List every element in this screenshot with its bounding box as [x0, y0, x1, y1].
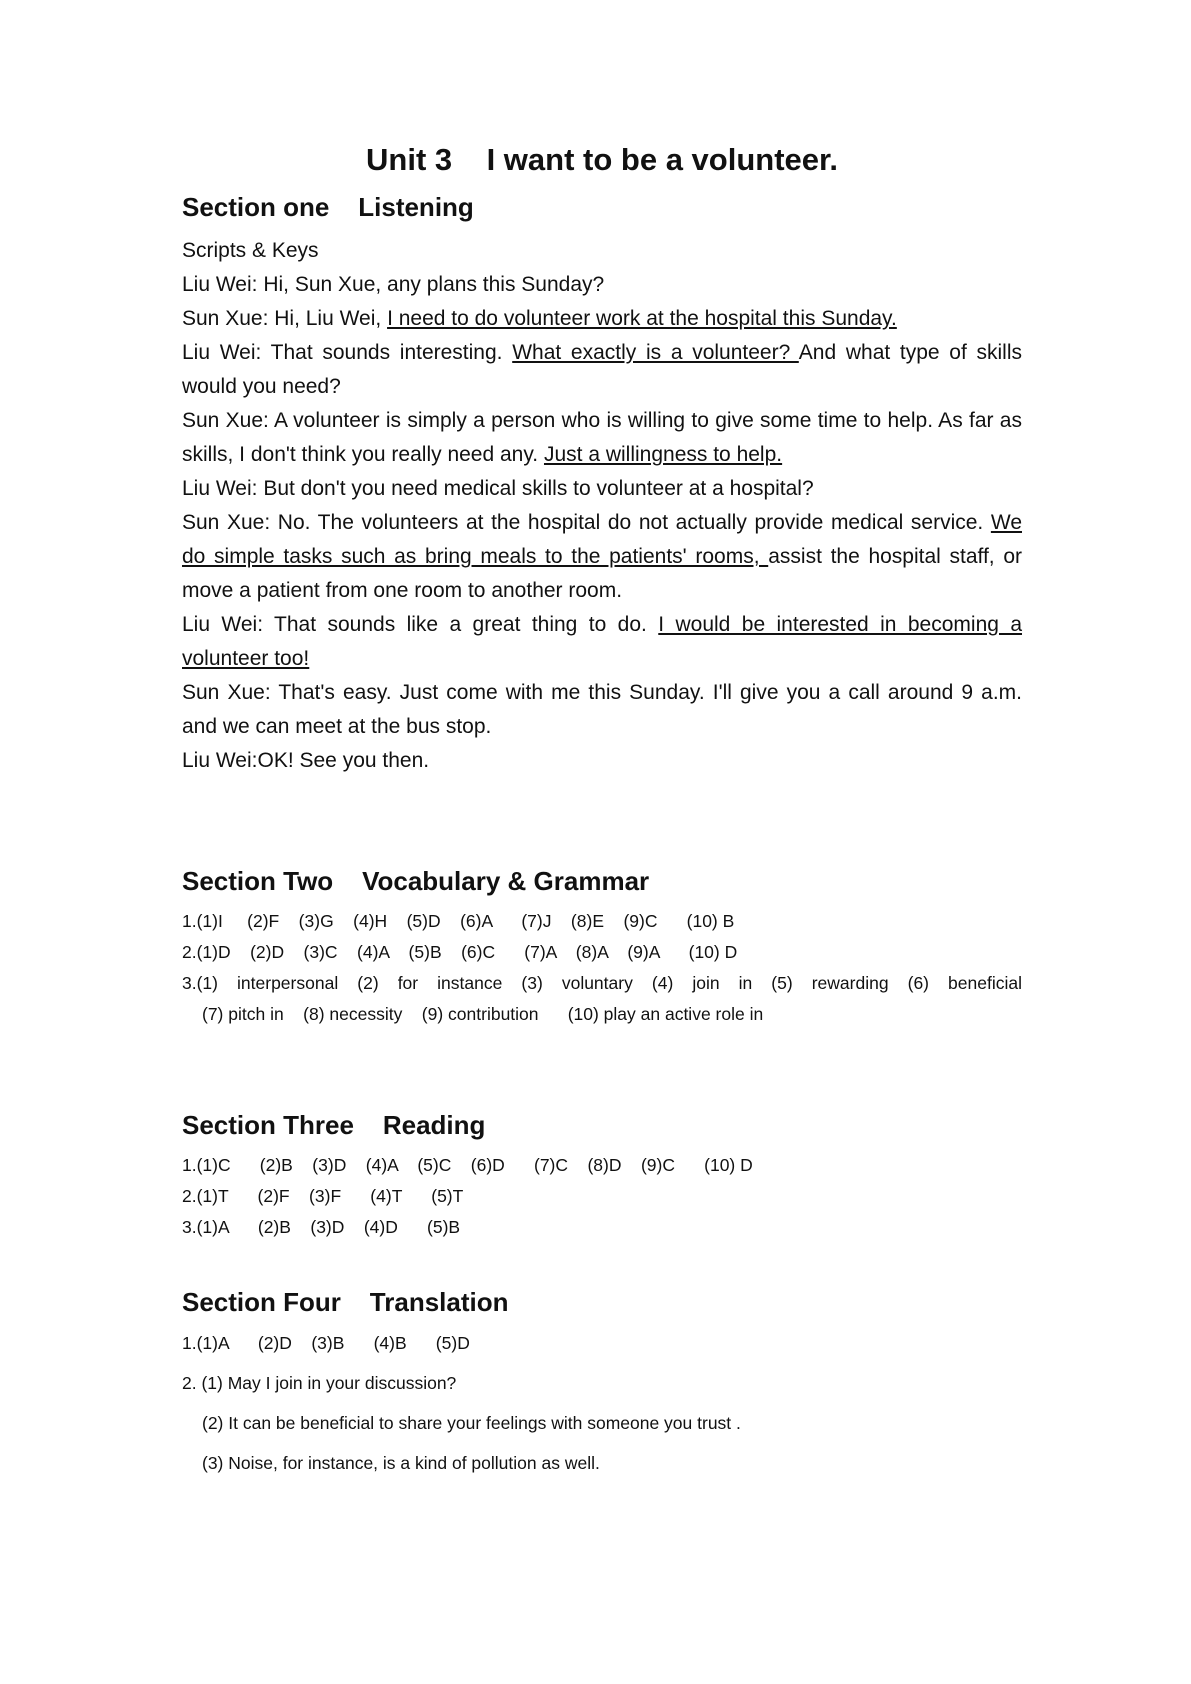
dialogue-line [182, 506, 1022, 608]
translation-keys [182, 1331, 1022, 1475]
answer-line: 2. (1) May I join in your discussion? [182, 1373, 457, 1393]
answer-line: 2.(1)D (2)D (3)C (4)A (5)B (6)C (7)A (8)A (9)A (10) D [182, 942, 738, 962]
underlined-key-phrase: What exactly is a volunteer? [512, 341, 799, 364]
dialogue-text: Sun Xue: Hi, Liu Wei, [182, 307, 388, 330]
answer-line: 2.(1)T (2)F (3)F (4)T (5)T [182, 1186, 464, 1206]
answer-line: 1.(1)C (2)B (3)D (4)A (5)C (6)D (7)C (8)D (9)C (10) D [182, 1155, 753, 1175]
answer-line: 1.(1)A (2)D (3)B (4)B (5)D [182, 1333, 470, 1353]
dialogue [182, 268, 1022, 778]
dialogue-line [182, 268, 1022, 302]
answer-line: (3) Noise, for instance, is a kind of pollution as well. [202, 1453, 600, 1473]
dialogue-line [182, 404, 1022, 472]
underlined-key-phrase: Just a willingness to help. [543, 443, 783, 466]
reading-keys [182, 1150, 1022, 1243]
underlined-key-phrase: I would be interested in becoming a volunteer too! [182, 613, 1022, 670]
dialogue-line [182, 608, 1022, 676]
dialogue-text: Liu Wei: That sounds interesting. [182, 341, 513, 364]
dialogue-text: Liu Wei: Hi, Sun Xue, any plans this Sunday? [182, 273, 605, 296]
dialogue-line [182, 336, 1022, 404]
dialogue-text: Liu Wei: That sounds like a great thing to do. [182, 613, 659, 636]
answer-line: 1.(1)I (2)F (3)G (4)H (5)D (6)A (7)J (8)E (9)C (10) B [182, 911, 735, 931]
scripts-label: Scripts & Keys [182, 239, 319, 262]
underlined-key-phrase: We do simple tasks such as bring meals to the patients' rooms, [182, 511, 1022, 568]
dialogue-line [182, 744, 1022, 778]
dialogue-line [182, 472, 1022, 506]
answer-line: (2) It can be beneficial to share your feelings with someone you trust . [202, 1413, 741, 1433]
answer-line: 3.(1)A (2)B (3)D (4)D (5)B [182, 1217, 461, 1237]
section-reading-heading: Section Three Reading [182, 1110, 486, 1140]
underlined-key-phrase: I need to do volunteer work at the hospital this Sunday. [387, 307, 897, 330]
section-translation-heading: Section Four Translation [182, 1287, 509, 1317]
vocabulary-keys [182, 906, 1022, 1030]
answer-line: 3.(1) interpersonal (2) for instance (3) voluntary (4) join in (5) rewarding (6) beneficial [182, 973, 1022, 993]
listening-script [182, 234, 1022, 778]
dialogue-text: Sun Xue: No. The volunteers at the hospital do not actually provide medical service. [182, 511, 991, 534]
document-page [182, 140, 1022, 1491]
dialogue-text: Sun Xue: That's easy. Just come with me this Sunday. I'll give you a call around 9 a.m. and we can meet at the bus stop. [182, 681, 1022, 738]
dialogue-text: Sun Xue: A volunteer is simply a person who is willing to give some time to help. As far as skills, I don't think you really need any. [182, 409, 1022, 466]
section-vocabulary-heading: Section Two Vocabulary & Grammar [182, 866, 650, 896]
unit-title: Unit 3 I want to be a volunteer. [366, 142, 838, 177]
dialogue-text: Liu Wei: But don't you need medical skills to volunteer at a hospital? [182, 477, 814, 500]
dialogue-text: assist the hospital staff, or move a patient from one room to another room. [182, 545, 1022, 602]
answer-line: (7) pitch in (8) necessity (9) contribution (10) play an active role in [202, 1004, 764, 1024]
dialogue-text: And what type of skills would you need? [182, 341, 1022, 398]
dialogue-line [182, 676, 1022, 744]
section-listening-heading: Section one Listening [182, 192, 474, 222]
dialogue-line [182, 302, 1022, 336]
dialogue-text: Liu Wei:OK! See you then. [182, 749, 430, 772]
